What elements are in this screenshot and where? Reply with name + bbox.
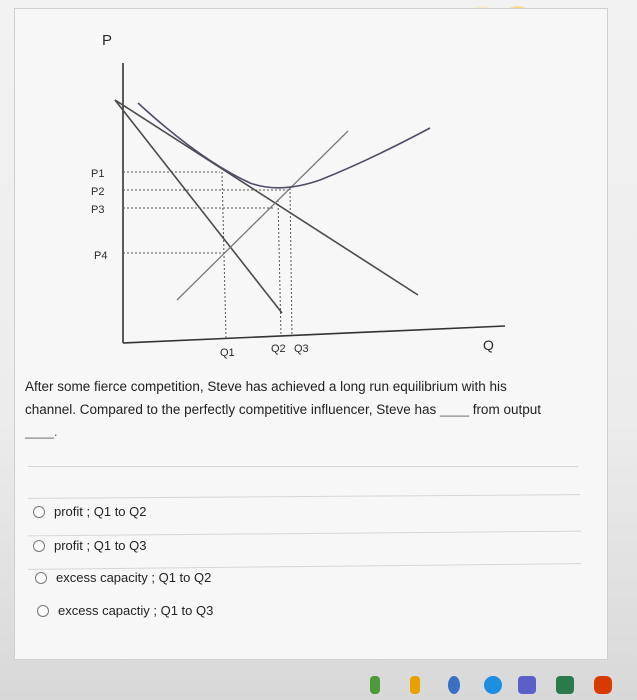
y-axis-label: P [102,32,113,49]
price-label-p4: P4 [94,250,108,262]
answer-option-4[interactable] [37,603,213,618]
answer-option-label: excess capactiy ; Q1 to Q3 [58,603,214,618]
edge-icon[interactable] [448,676,460,694]
radio-button[interactable] [35,572,47,584]
answer-option-1[interactable] [33,504,147,519]
answer-blank-2: ____. [25,424,58,439]
answer-option-label: excess capacity ; Q1 to Q2 [56,570,212,585]
answer-blank-1: ____ [440,402,469,417]
price-label-p1: P1 [91,168,105,180]
edge-icon[interactable] [484,676,502,694]
word-icon[interactable] [556,676,574,694]
taskbar [0,672,637,700]
question-line-2-start: channel. Compared to the perfectly competitive influencer, Steve has [25,402,437,417]
teams-icon[interactable] [518,676,536,694]
question-text [25,376,580,443]
answer-option-label: profit ; Q1 to Q3 [54,538,147,553]
demand-curve [115,100,418,295]
radio-button[interactable] [37,605,49,617]
q2-dashed-line [278,200,281,336]
question-line-1: After some fierce competition, Steve has achieved a long run equilibrium with his [25,379,507,394]
radio-button[interactable] [33,506,45,518]
price-label-p3: P3 [91,204,105,216]
answer-option-3[interactable] [35,570,211,585]
radio-button[interactable] [33,540,45,552]
chrome-icon[interactable] [410,676,420,694]
quantity-label-q3: Q3 [294,343,309,355]
answer-option-label: profit ; Q1 to Q2 [54,504,147,519]
folder-icon[interactable] [370,676,380,694]
quantity-label-q2: Q2 [271,343,286,355]
divider [28,466,578,467]
question-line-2 [25,399,580,421]
q3-dashed-line [290,188,292,336]
answer-option-2[interactable] [33,538,147,553]
question-line-2-end: from output [472,402,541,417]
average-total-cost-curve [138,103,430,188]
quantity-label-q1: Q1 [220,347,235,359]
x-axis [123,326,505,343]
marginal-revenue-curve [115,100,282,313]
price-label-p2: P2 [91,186,105,198]
office-icon[interactable] [594,676,612,694]
x-axis-label: Q [483,337,494,353]
